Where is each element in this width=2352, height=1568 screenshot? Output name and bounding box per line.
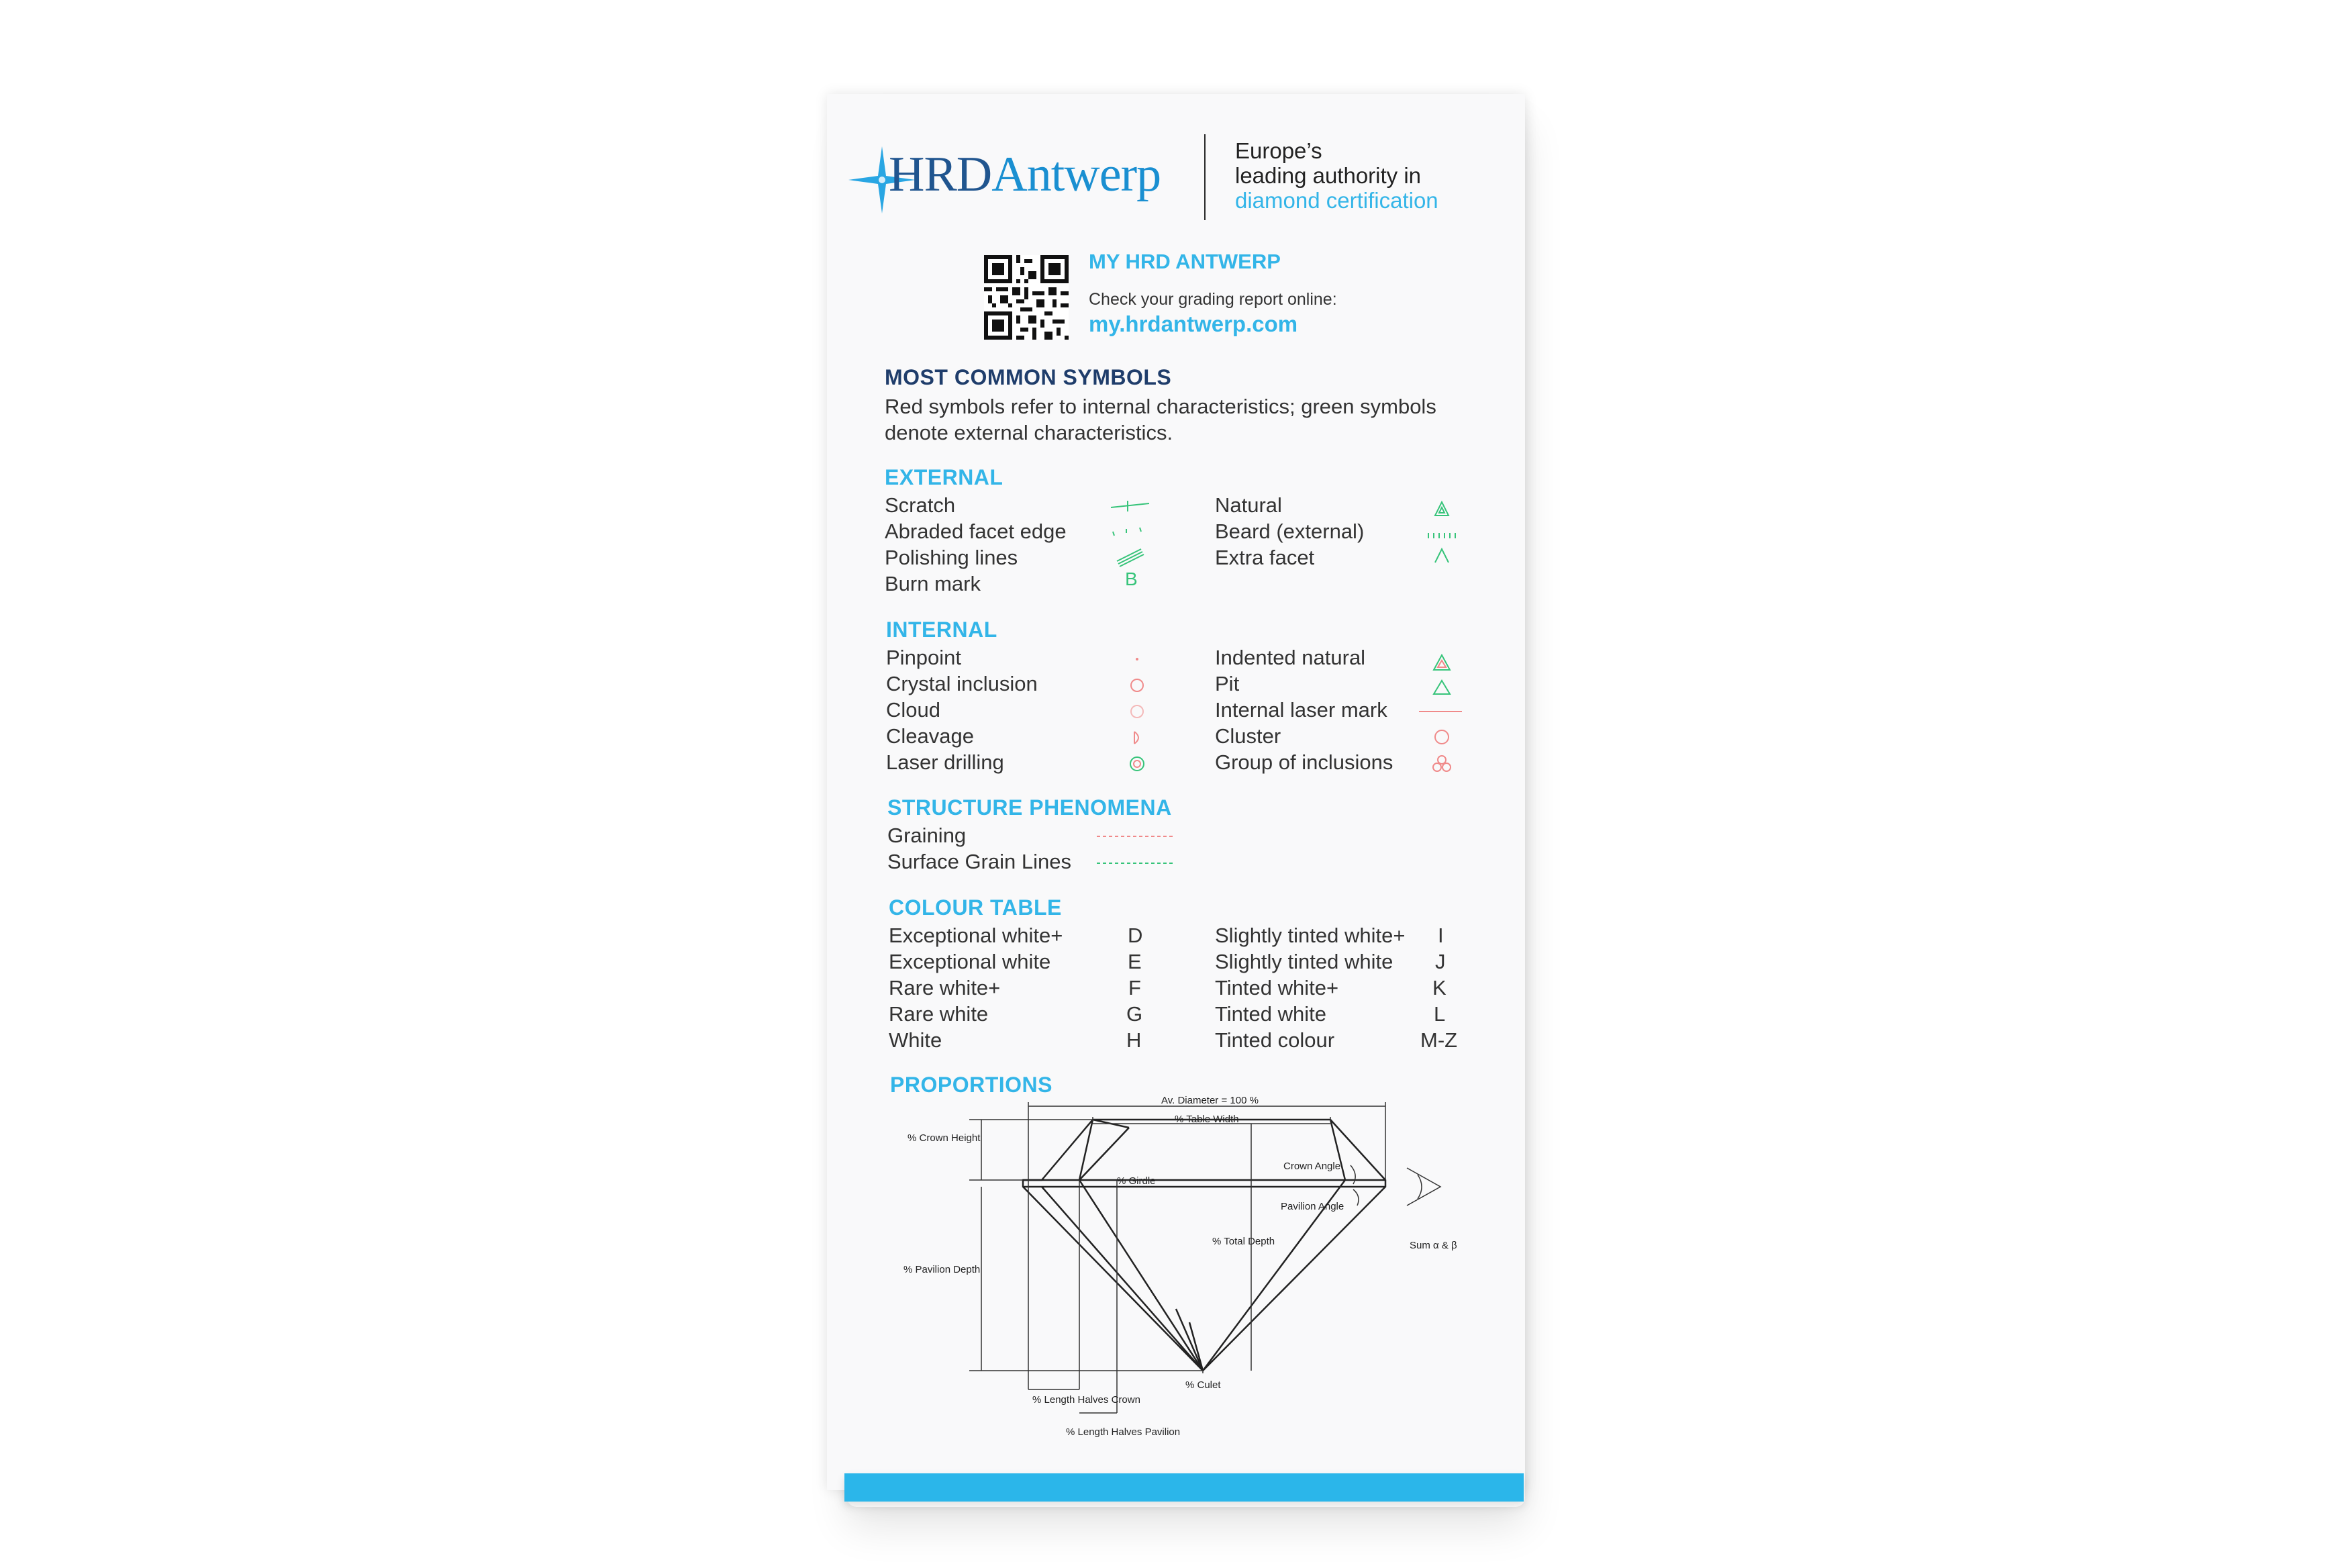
internal-item-laser-mark: Internal laser mark: [1215, 698, 1387, 722]
external-item-beard: Beard (external): [1215, 520, 1365, 543]
colour-row-name: Slightly tinted white: [1215, 950, 1393, 973]
cloud-icon: [1131, 705, 1143, 718]
proportions-diagram: [903, 1095, 1525, 1450]
certificate-card: [827, 94, 1525, 1490]
diamond-outline: [1023, 1120, 1385, 1371]
label-pavilion-angle: Pavilion Angle: [1281, 1201, 1344, 1212]
tagline-line3: diamond certification: [1235, 188, 1438, 213]
external-right-symbols: [1423, 495, 1463, 569]
internal-item-cleavage: Cleavage: [886, 724, 974, 748]
internal-item-cluster: Cluster: [1215, 724, 1281, 748]
diagram-labels: [903, 1095, 1457, 1438]
internal-left-symbols: [1122, 648, 1156, 783]
external-item-extra-facet: Extra facet: [1215, 546, 1315, 569]
my-hrd-title: MY HRD ANTWERP: [1089, 250, 1281, 273]
colour-row-grade: L: [1434, 1002, 1446, 1026]
colour-row-grade: F: [1128, 976, 1141, 999]
tagline: [1235, 138, 1438, 213]
colour-row-name: Rare white+: [889, 976, 1001, 999]
pinpoint-icon: [1136, 658, 1138, 660]
internal-item-pinpoint: Pinpoint: [886, 646, 962, 669]
colour-row-grade: K: [1432, 976, 1447, 999]
internal-item-cloud: Cloud: [886, 698, 940, 722]
colour-row-grade: E: [1128, 950, 1142, 973]
logo-text-hrd: HRD: [889, 147, 992, 202]
logo-text-antwerp: Antwerp: [991, 147, 1161, 202]
colour-row-name: White: [889, 1028, 942, 1052]
structure-item-surface-grain: Surface Grain Lines: [887, 850, 1071, 873]
external-item-burn: Burn mark: [885, 572, 981, 595]
colour-row-name: Tinted colour: [1215, 1028, 1335, 1052]
hrd-logo: [848, 141, 1171, 215]
label-girdle: % Girdle: [1117, 1175, 1156, 1187]
label-halves-pavilion: % Length Halves Pavilion: [1066, 1426, 1181, 1438]
label-halves-crown: % Length Halves Crown: [1032, 1394, 1140, 1406]
symbols-desc-line1: Red symbols refer to internal characteristics; green symbols: [885, 395, 1436, 418]
colour-row-grade: H: [1126, 1028, 1142, 1052]
colour-row-name: Exceptional white: [889, 950, 1051, 973]
colour-row-name: Tinted white+: [1215, 976, 1339, 999]
external-item-natural: Natural: [1215, 493, 1282, 517]
label-diameter: Av. Diameter = 100 %: [1161, 1095, 1259, 1106]
symbols-title: MOST COMMON SYMBOLS: [885, 365, 1172, 389]
colour-row-name: Tinted white: [1215, 1002, 1326, 1026]
internal-item-crystal: Crystal inclusion: [886, 672, 1038, 695]
colour-row-name: Exceptional white+: [889, 924, 1063, 947]
external-title: EXTERNAL: [885, 465, 1003, 489]
internal-item-pit: Pit: [1215, 672, 1240, 695]
laser-drilling-icon: [1130, 757, 1144, 771]
internal-right-symbols: [1418, 647, 1465, 781]
bottom-blue-bar: [844, 1473, 1524, 1502]
extra-facet-icon: [1435, 549, 1449, 562]
dimension-lines: [969, 1102, 1440, 1413]
external-item-polishing: Polishing lines: [885, 546, 1018, 569]
my-hrd-check-text: Check your grading report online:: [1089, 290, 1337, 309]
polishing-lines-icon: [1117, 549, 1141, 561]
structure-title: STRUCTURE PHENOMENA: [887, 795, 1172, 820]
colour-table-title: COLOUR TABLE: [889, 895, 1062, 920]
header-divider: [1204, 134, 1206, 220]
structure-symbols: [1095, 830, 1176, 870]
internal-item-group: Group of inclusions: [1215, 750, 1393, 774]
external-item-scratch: Scratch: [885, 493, 956, 517]
label-crown-height: % Crown Height: [908, 1132, 981, 1144]
tagline-line1: Europe’s: [1235, 138, 1322, 163]
structure-item-graining: Graining: [887, 824, 967, 847]
my-hrd-url[interactable]: my.hrdantwerp.com: [1089, 311, 1298, 336]
colour-row-grade: J: [1435, 950, 1446, 973]
qr-code[interactable]: [984, 255, 1069, 340]
label-pavilion-depth: % Pavilion Depth: [903, 1264, 981, 1275]
group-of-inclusions-icon: [1438, 756, 1446, 764]
crystal-inclusion-icon: [1131, 679, 1143, 691]
colour-row-grade: I: [1438, 924, 1444, 947]
label-sum: Sum α & β: [1410, 1240, 1457, 1251]
colour-row-name: Slightly tinted white+: [1215, 924, 1406, 947]
internal-title: INTERNAL: [886, 618, 997, 642]
internal-item-indented-natural: Indented natural: [1215, 646, 1366, 669]
colour-row-grade: G: [1126, 1002, 1143, 1026]
colour-row-name: Rare white: [889, 1002, 989, 1026]
colour-row-grade: D: [1128, 924, 1143, 947]
proportions-title: PROPORTIONS: [890, 1073, 1052, 1097]
pit-icon: [1434, 681, 1450, 694]
internal-item-laser-drilling: Laser drilling: [886, 750, 1004, 774]
burn-mark-icon: B: [1125, 569, 1138, 589]
cluster-icon: [1435, 730, 1449, 744]
label-culet: % Culet: [1185, 1379, 1221, 1391]
symbols-description: [885, 393, 1436, 446]
label-total-depth: % Total Depth: [1212, 1236, 1275, 1247]
abraded-icon: [1113, 532, 1114, 536]
label-table: % Table Width: [1175, 1114, 1239, 1125]
colour-row-grade: M-Z: [1420, 1028, 1458, 1052]
external-item-abraded: Abraded facet edge: [885, 520, 1067, 543]
symbols-desc-line2: denote external characteristics.: [885, 421, 1173, 444]
tagline-line2: leading authority in: [1235, 163, 1422, 188]
scratch-icon: [1111, 503, 1149, 507]
external-left-symbols: [1108, 497, 1155, 591]
label-crown-angle: Crown Angle: [1283, 1161, 1341, 1172]
